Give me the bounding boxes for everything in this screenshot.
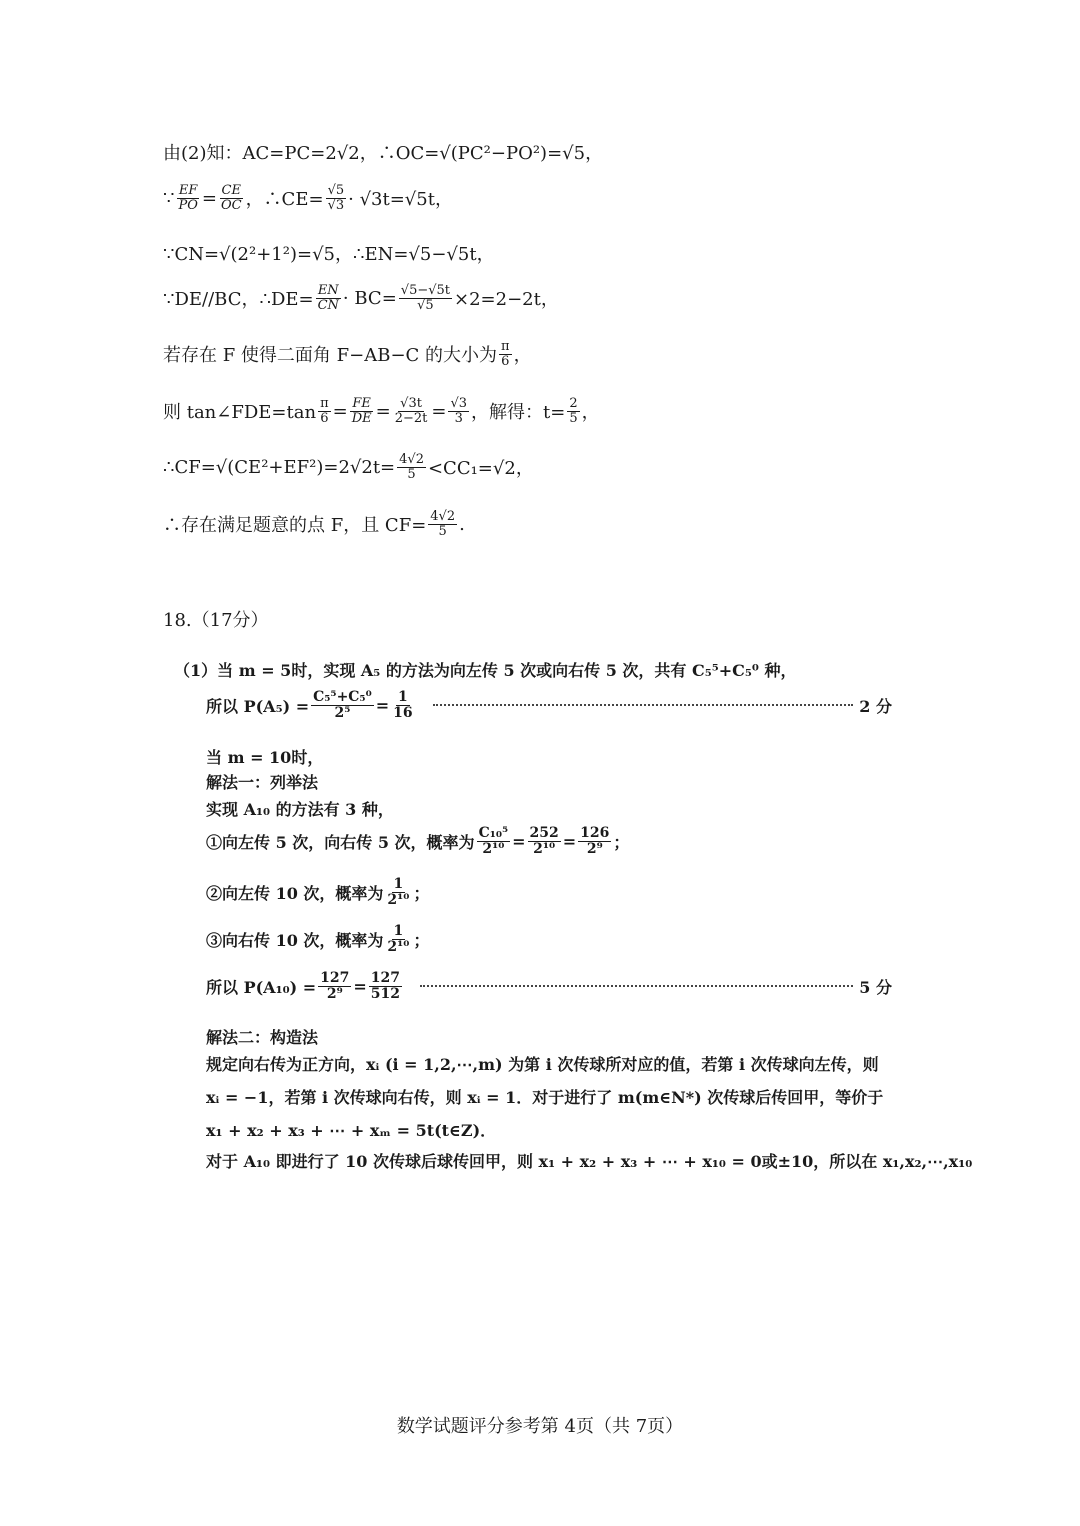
denominator: OC xyxy=(220,197,242,213)
numerator: √5 xyxy=(327,183,345,198)
line-text: = xyxy=(353,976,367,996)
fraction xyxy=(499,340,512,368)
line-text: 当 m = 10时， xyxy=(206,748,324,767)
fraction xyxy=(318,397,331,425)
numerator: 1 xyxy=(393,876,404,892)
line-text: 对于 A₁₀ 即进行了 10 次传球后球传回甲，则 x₁ + x₂ + x₃ + ⋯ + x₁₀ = 0或±10，所以在 x₁,x₂,⋯,x₁₀ xyxy=(206,1152,973,1171)
line-text: （1）当 m = 5时，实现 A₅ 的方法为向左传 5 次或向右传 5 次，共有 C₅⁵+C₅⁰ 种， xyxy=(174,661,797,680)
q18-line-13 xyxy=(206,1118,496,1141)
line-text: ①向左传 5 次，向右传 5 次，概率为 xyxy=(206,832,475,852)
line-text: = xyxy=(512,831,526,851)
numerator: CE xyxy=(221,183,241,198)
denominator: 6 xyxy=(501,353,510,369)
question-header xyxy=(163,606,269,632)
solution-line-7 xyxy=(163,453,534,481)
q18-line-4 xyxy=(206,770,318,793)
denominator: 2⁹ xyxy=(326,985,343,1002)
q18-line-9 xyxy=(206,971,892,1001)
dotted-leader xyxy=(420,985,853,987)
line-text: ∵DE//BC，∴DE= xyxy=(163,289,314,311)
line-text: 所以 P(A₅) = xyxy=(206,696,310,716)
line-text: 所以 P(A₁₀) = xyxy=(206,977,317,997)
fraction xyxy=(428,510,457,538)
line-text: xᵢ = −1，若第 i 次传球向右传，则 xᵢ = 1．对于进行了 m(m∈N*) 次传球后传回甲，等价于 xyxy=(206,1088,884,1107)
denominator: DE xyxy=(351,410,372,426)
numerator: √3t xyxy=(400,396,422,411)
denominator: 5 xyxy=(569,410,578,426)
line-text: ； xyxy=(613,832,630,852)
q18-line-5 xyxy=(206,797,394,820)
numerator: π xyxy=(501,339,510,354)
score-label: 2 分 xyxy=(859,696,892,716)
denominator: 2¹⁰ xyxy=(387,938,410,955)
line-text: = xyxy=(562,831,577,851)
numerator: 2 xyxy=(569,396,578,411)
line-text: ∴存在满足题意的点 F，且 CF= xyxy=(163,515,427,537)
denominator: 2¹⁰ xyxy=(387,891,410,908)
line-text: ∵ xyxy=(163,187,175,209)
fraction xyxy=(399,284,452,312)
q18-line-14 xyxy=(206,1149,972,1172)
line-text: ×2=2−2t， xyxy=(454,289,559,311)
question-number: 18.（17分） xyxy=(163,610,269,631)
numerator: EF xyxy=(178,183,198,198)
q18-line-6 xyxy=(206,826,629,856)
q18-line-10 xyxy=(206,1025,318,1048)
line-text: ，∴CE= xyxy=(245,189,324,211)
line-text: ②向左传 10 次，概率为 xyxy=(206,883,384,903)
denominator: CN xyxy=(317,297,339,313)
q18-line-12 xyxy=(206,1085,883,1108)
numerator: FE xyxy=(352,396,371,411)
fraction xyxy=(567,397,579,425)
fraction xyxy=(326,184,347,212)
denominator: 2⁹ xyxy=(586,840,603,857)
line-text: ； xyxy=(413,930,430,950)
denominator: 5 xyxy=(438,523,447,539)
line-text: · BC= xyxy=(342,287,397,309)
line-text: ， xyxy=(513,345,532,367)
fraction xyxy=(385,877,411,907)
line-text: 由(2)知：AC=PC=2√2，∴OC=√(PC²−PO²)=√5， xyxy=(163,143,604,164)
denominator: 2⁵ xyxy=(334,704,351,721)
fraction xyxy=(385,924,411,954)
dotted-leader xyxy=(433,704,854,706)
numerator: C₅⁵+C₅⁰ xyxy=(313,689,372,705)
line-text: = xyxy=(375,695,390,715)
fraction xyxy=(477,826,511,856)
line-text: 解法一：列举法 xyxy=(206,773,319,792)
fraction xyxy=(393,397,430,425)
line-text: = xyxy=(375,400,391,422)
numerator: √5−√5t xyxy=(400,283,451,298)
q18-line-2 xyxy=(206,690,892,720)
denominator: √5 xyxy=(417,297,434,313)
numerator: EN xyxy=(317,283,339,298)
q18-line-7 xyxy=(206,877,429,907)
q18-line-8 xyxy=(206,924,429,954)
numerator: 1 xyxy=(393,923,404,939)
numerator: √3 xyxy=(450,396,468,411)
denominator: 3 xyxy=(454,410,463,426)
denominator: √3 xyxy=(327,197,345,213)
fraction xyxy=(528,826,561,856)
line-text: = xyxy=(332,400,348,422)
numerator: 4√2 xyxy=(430,509,456,524)
numerator: π xyxy=(320,396,329,411)
denominator: 5 xyxy=(407,466,416,482)
score-label: 5 分 xyxy=(859,977,892,997)
denominator: 512 xyxy=(370,985,401,1002)
fraction xyxy=(350,397,374,425)
solution-line-3 xyxy=(163,240,495,266)
line-text: ③向右传 10 次，概率为 xyxy=(206,930,384,950)
line-text: 则 tan∠FDE=tan xyxy=(163,402,317,424)
denominator: 16 xyxy=(393,704,413,721)
fraction xyxy=(391,690,414,720)
numerator: 252 xyxy=(529,825,559,841)
line-text: 解法二：构造法 xyxy=(206,1028,319,1047)
solution-line-8 xyxy=(163,510,465,538)
fraction xyxy=(369,971,402,1001)
denominator: 2−2t xyxy=(394,410,428,426)
numerator: 4√2 xyxy=(399,452,424,467)
fraction xyxy=(311,690,374,720)
numerator: 126 xyxy=(580,825,610,841)
line-text: ∵CN=√(2²+1²)=√5，∴EN=√5−√5t， xyxy=(163,244,495,265)
fraction xyxy=(397,453,426,481)
line-text: 若存在 F 使得二面角 F−AB−C 的大小为 xyxy=(163,345,498,367)
line-text: ，解得：t= xyxy=(471,402,566,424)
q18-line-1 xyxy=(174,658,796,681)
denominator: 2¹⁰ xyxy=(482,840,505,857)
numerator: 127 xyxy=(320,970,350,986)
line-text: ， xyxy=(581,402,600,424)
q18-line-11 xyxy=(206,1052,879,1075)
solution-line-5 xyxy=(163,340,532,368)
fraction xyxy=(219,184,244,212)
fraction xyxy=(448,397,469,425)
q18-line-3 xyxy=(206,745,323,768)
solution-line-2 xyxy=(163,184,453,212)
line-text: . xyxy=(459,513,465,535)
line-text: ∴CF=√(CE²+EF²)=2√2t= xyxy=(163,456,396,478)
numerator: C₁₀⁵ xyxy=(478,825,509,841)
solution-line-4 xyxy=(163,284,559,312)
numerator: 1 xyxy=(397,689,408,705)
denominator: 6 xyxy=(320,410,329,426)
page-footer: 数学试题评分参考第 4页（共 7页） xyxy=(396,1416,684,1437)
fraction xyxy=(578,826,611,856)
line-text: <CC₁=√2， xyxy=(427,458,534,480)
line-text: 规定向右传为正方向，xᵢ (i = 1,2,⋯,m) 为第 i 次传球所对应的值，若第 i 次传球向左传，则 xyxy=(206,1055,879,1074)
fraction xyxy=(176,184,199,212)
line-text: x₁ + x₂ + x₃ + ⋯ + xₘ = 5t(t∈Z)． xyxy=(206,1121,497,1140)
line-text: = xyxy=(431,400,447,422)
denominator: PO xyxy=(178,197,198,213)
denominator: 2¹⁰ xyxy=(533,840,556,857)
solution-line-6 xyxy=(163,397,600,425)
fraction xyxy=(318,971,351,1001)
line-text: · √3t=√5t， xyxy=(348,189,453,211)
fraction xyxy=(316,284,341,312)
solution-line-1 xyxy=(163,139,603,165)
line-text: 实现 A₁₀ 的方法有 3 种， xyxy=(206,800,394,819)
line-text: ； xyxy=(413,883,430,903)
numerator: 127 xyxy=(370,970,401,986)
line-text: = xyxy=(201,187,217,209)
